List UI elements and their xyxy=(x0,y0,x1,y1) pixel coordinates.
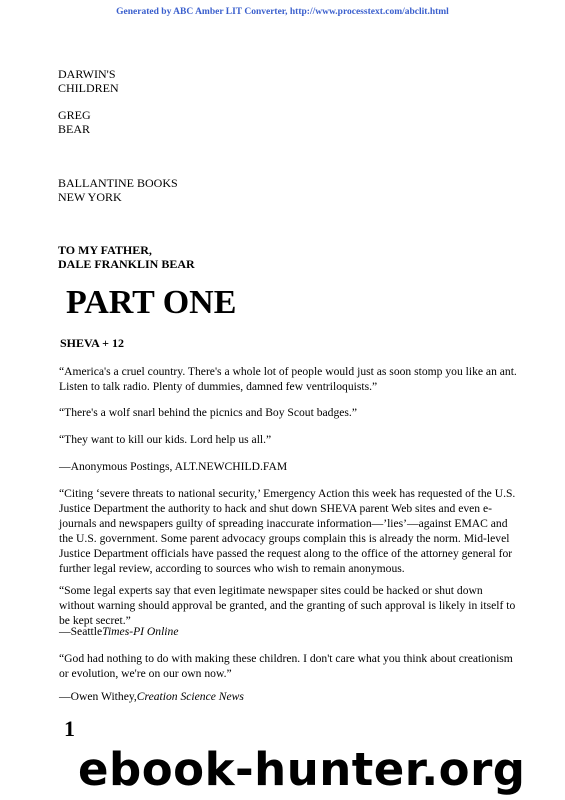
publisher-line-1: BALLANTINE BOOKS xyxy=(58,176,178,190)
quote-paragraph: “God had nothing to do with making these children. I don't care what you think about creationism or evolution, we're on our own now.” xyxy=(59,652,513,680)
attribution-source: Creation Science News xyxy=(136,690,244,703)
attribution-source: Times-PI Online xyxy=(102,625,179,638)
publisher-line-2: NEW YORK xyxy=(58,190,122,204)
title-line-1: DARWIN'S xyxy=(58,67,116,81)
epigraph-paragraph-3: “They want to kill our kids. Lord help us all.” xyxy=(59,433,272,446)
dedication xyxy=(58,243,195,271)
watermark: ebook-hunter.org xyxy=(78,743,526,796)
epigraph-attribution-1: —Anonymous Postings, ALT.NEWCHILD.FAM xyxy=(59,460,288,473)
part-heading: PART ONE xyxy=(66,284,237,321)
epigraph-paragraph-2: “There's a wolf snarl behind the picnics and Boy Scout badges.” xyxy=(59,406,357,419)
dedication-line-1: TO MY FATHER, xyxy=(58,243,152,257)
page-number: 1 xyxy=(64,716,75,741)
epigraph-paragraph-1: “America's a cruel country. There's a whole lot of people would just as soon stomp you like an ant. Listen to talk radio. Plenty of dummies, damned few ventriloquists.” xyxy=(59,365,517,393)
title-line-2: CHILDREN xyxy=(58,81,119,95)
publisher-info xyxy=(58,176,178,204)
news-paragraph-1: “Citing ‘severe threats to national security,’ Emergency Action this week has requested of the U.S. Justice Department the authority to hack and shut down SHEVA parent Web sites and even e-journals and newspapers guilty of spreading inaccurate information—’lies’—against EMAC and the U.S. government. Some parent advocacy groups complain this is already the norm. Mid-level Justice Department officials have passed the request along to the office of the attorney general for further legal review, according to sources who wish to remain anonymous. xyxy=(59,487,516,575)
news-paragraph-2: “Some legal experts say that even legitimate newspaper sites could be hacked or shut down without warning should approval be granted, and the granting of such approval is likely in itself to be kept secret.” xyxy=(59,584,516,627)
dedication-line-2: DALE FRANKLIN BEAR xyxy=(58,257,195,271)
author-line-1: GREG xyxy=(58,108,91,122)
attribution-prefix: —Seattle xyxy=(59,625,103,638)
author-line-2: BEAR xyxy=(58,122,91,136)
book-title xyxy=(58,67,119,95)
news-attribution xyxy=(59,624,519,639)
chapter-heading: SHEVA + 12 xyxy=(60,336,124,350)
quote-attribution xyxy=(59,689,519,704)
book-author xyxy=(58,108,91,136)
attribution-prefix: —Owen Withey, xyxy=(59,690,137,703)
generator-header-link[interactable]: Generated by ABC Amber LIT Converter, http://www.processtext.com/abclit.html xyxy=(116,7,449,17)
